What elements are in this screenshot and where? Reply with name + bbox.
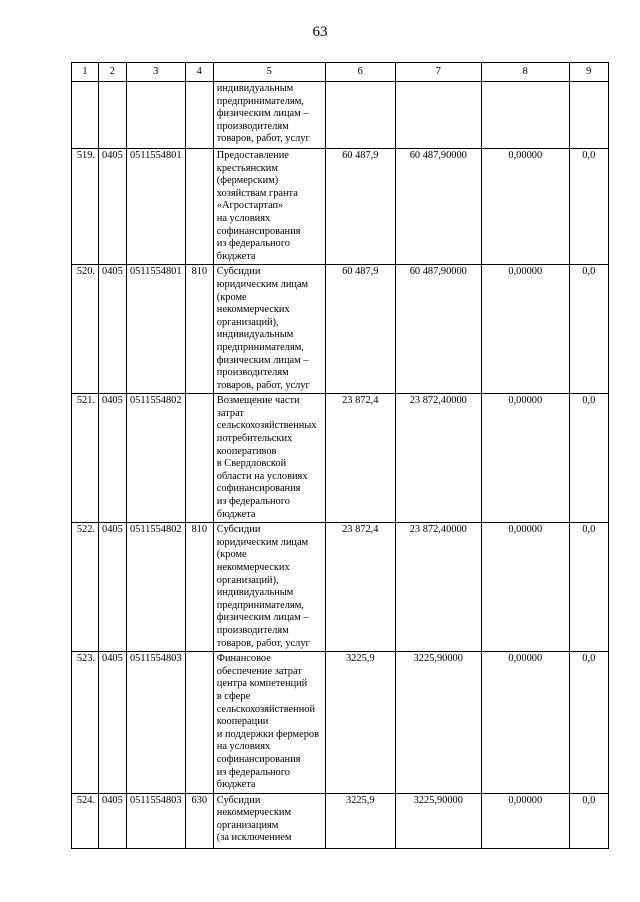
value-col8: 0,00000 xyxy=(481,265,569,394)
header-cell: 9 xyxy=(569,63,608,82)
value-col9: 0,0 xyxy=(569,394,608,523)
header-cell: 5 xyxy=(213,63,325,82)
header-cell: 2 xyxy=(99,63,127,82)
row-number: 520. xyxy=(72,265,99,394)
value-col9: 0,0 xyxy=(569,652,608,794)
header-cell: 4 xyxy=(185,63,213,82)
value-col7: 60 487,90000 xyxy=(395,149,481,265)
value-col8: 0,00000 xyxy=(481,394,569,523)
expense-type: 630 xyxy=(185,793,213,848)
row-number xyxy=(72,82,99,149)
value-col7 xyxy=(395,82,481,149)
table-row xyxy=(72,793,609,848)
section-code: 0405 xyxy=(99,149,127,265)
row-description: индивидуальным предпринимателям, физическим лицам – производителям товаров, работ, услуг xyxy=(213,82,325,149)
header-cell: 7 xyxy=(395,63,481,82)
row-number: 522. xyxy=(72,523,99,652)
value-col6: 23 872,4 xyxy=(325,394,395,523)
value-col6: 60 487,9 xyxy=(325,265,395,394)
row-description: Субсидии юридическим лицам (кроме некоммерческих организаций), индивидуальным предпринимателям, физическим лицам – производителям товаров, работ, услуг xyxy=(213,265,325,394)
value-col7: 23 872,40000 xyxy=(395,523,481,652)
table-row xyxy=(72,82,609,149)
expense-type xyxy=(185,652,213,794)
row-description: Финансовое обеспечение затрат центра компетенций в сфере сельскохозяйственной кооперации и поддержки фермеров на условиях софинансирования из федерального бюджета xyxy=(213,652,325,794)
row-description: Субсидии юридическим лицам (кроме некоммерческих организаций), индивидуальным предпринимателям, физическим лицам – производителям товаров, работ, услуг xyxy=(213,523,325,652)
value-col7: 60 487,90000 xyxy=(395,265,481,394)
target-code: 0511554803 xyxy=(126,793,185,848)
expense-type xyxy=(185,394,213,523)
value-col6: 23 872,4 xyxy=(325,523,395,652)
row-description: Возмещение части затрат сельскохозяйственных потребительских кооперативов в Свердловской области на условиях софинансирования из федерального бюджета xyxy=(213,394,325,523)
row-description: Субсидии некоммерческим организациям (за исключением xyxy=(213,793,325,848)
target-code: 0511554802 xyxy=(126,394,185,523)
value-col6: 3225,9 xyxy=(325,652,395,794)
value-col8: 0,00000 xyxy=(481,149,569,265)
header-cell: 1 xyxy=(72,63,99,82)
value-col8: 0,00000 xyxy=(481,523,569,652)
row-number: 524. xyxy=(72,793,99,848)
value-col8: 0,00000 xyxy=(481,793,569,848)
value-col9: 0,0 xyxy=(569,265,608,394)
header-cell: 6 xyxy=(325,63,395,82)
value-col7: 3225,90000 xyxy=(395,793,481,848)
section-code: 0405 xyxy=(99,265,127,394)
target-code: 0511554801 xyxy=(126,149,185,265)
expense-type: 810 xyxy=(185,265,213,394)
header-row xyxy=(72,63,609,82)
table-row xyxy=(72,149,609,265)
row-number: 519. xyxy=(72,149,99,265)
target-code xyxy=(126,82,185,149)
header-cell: 3 xyxy=(126,63,185,82)
value-col6: 3225,9 xyxy=(325,793,395,848)
section-code: 0405 xyxy=(99,652,127,794)
table-row xyxy=(72,265,609,394)
value-col9: 0,0 xyxy=(569,523,608,652)
section-code: 0405 xyxy=(99,523,127,652)
value-col7: 23 872,40000 xyxy=(395,394,481,523)
target-code: 0511554801 xyxy=(126,265,185,394)
value-col7: 3225,90000 xyxy=(395,652,481,794)
header-cell: 8 xyxy=(481,63,569,82)
value-col9: 0,0 xyxy=(569,149,608,265)
table-row xyxy=(72,652,609,794)
target-code: 0511554803 xyxy=(126,652,185,794)
value-col8 xyxy=(481,82,569,149)
value-col6 xyxy=(325,82,395,149)
row-description: Предоставление крестьянским (фермерским) хозяйствам гранта «Агростартап» на условиях софинансирования из федерального бюджета xyxy=(213,149,325,265)
value-col9: 0,0 xyxy=(569,793,608,848)
section-code xyxy=(99,82,127,149)
section-code: 0405 xyxy=(99,793,127,848)
table-header xyxy=(72,63,609,82)
row-number: 523. xyxy=(72,652,99,794)
table-row xyxy=(72,394,609,523)
expense-type: 810 xyxy=(185,523,213,652)
value-col6: 60 487,9 xyxy=(325,149,395,265)
budget-table xyxy=(71,62,609,849)
table-row xyxy=(72,523,609,652)
section-code: 0405 xyxy=(99,394,127,523)
target-code: 0511554802 xyxy=(126,523,185,652)
expense-type xyxy=(185,149,213,265)
page-number: 63 xyxy=(312,24,328,40)
row-number: 521. xyxy=(72,394,99,523)
expense-type xyxy=(185,82,213,149)
value-col8: 0,00000 xyxy=(481,652,569,794)
value-col9 xyxy=(569,82,608,149)
